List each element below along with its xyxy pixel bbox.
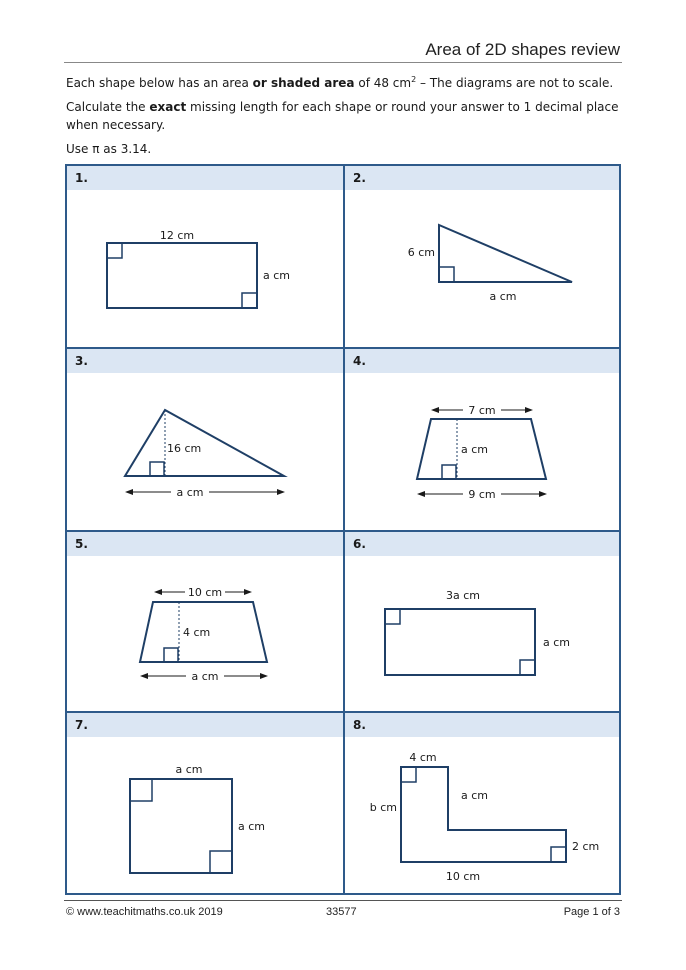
- height-label: 6 cm: [407, 246, 435, 259]
- question-cell-8: [345, 713, 619, 893]
- top-length-label: 10 cm: [187, 586, 223, 599]
- rectangle-diagram: [345, 556, 619, 711]
- height-label: 4 cm: [183, 626, 211, 639]
- question-cell-7: [67, 713, 343, 893]
- question-header: [345, 713, 619, 737]
- footer-page-number: Page 1 of 3: [563, 906, 620, 918]
- top-length-label: 7 cm: [468, 404, 496, 417]
- left-length-label: b cm: [369, 801, 397, 814]
- question-cell-4: [345, 349, 619, 530]
- square-diagram: [67, 737, 343, 893]
- top-length-label: 4 cm: [409, 751, 437, 764]
- question-number: 6.: [353, 537, 366, 551]
- bottom-length-label: 9 cm: [468, 488, 496, 501]
- question-header: [67, 713, 343, 737]
- question-header: [67, 532, 343, 556]
- length-label: 3a cm: [446, 589, 480, 602]
- height-label: 16 cm: [167, 442, 202, 455]
- trapezium-diagram: [345, 373, 619, 530]
- question-header: [345, 532, 619, 556]
- side-label-top: a cm: [175, 763, 203, 776]
- question-header: [345, 166, 619, 190]
- footer-copyright: © www.teachitmaths.co.uk 2019: [66, 906, 223, 918]
- right-length-label: 2 cm: [572, 840, 600, 853]
- question-cell-6: [345, 532, 619, 711]
- width-label: a cm: [263, 269, 291, 282]
- question-cell-5: [67, 532, 343, 711]
- questions-grid: [65, 164, 621, 895]
- footer-divider: [64, 900, 622, 901]
- height-label: a cm: [461, 443, 489, 456]
- question-number: 5.: [75, 537, 88, 551]
- question-number: 8.: [353, 718, 366, 732]
- triangle-diagram: [67, 373, 343, 530]
- header-divider: [64, 62, 622, 63]
- bottom-length-label: a cm: [191, 670, 219, 683]
- question-number: 4.: [353, 354, 366, 368]
- bottom-length-label: 10 cm: [445, 870, 481, 883]
- question-number: 1.: [75, 171, 88, 185]
- question-cell-2: [345, 166, 619, 347]
- page-title: Area of 2D shapes review: [425, 40, 620, 59]
- base-label: a cm: [176, 486, 204, 499]
- question-header: [67, 349, 343, 373]
- footer-resource-id: 33577: [326, 906, 357, 918]
- rectangle-diagram: [67, 190, 343, 347]
- question-header: [345, 349, 619, 373]
- question-header: [67, 166, 343, 190]
- question-cell-3: [67, 349, 343, 530]
- base-label: a cm: [489, 290, 517, 303]
- length-label: 12 cm: [159, 229, 195, 242]
- intro-line-3: Use π as 3.14.: [66, 142, 152, 156]
- question-number: 2.: [353, 171, 366, 185]
- question-cell-1: [67, 166, 343, 347]
- intro-line-1: Each shape below has an area or shaded area of 48 $cm^2$ – The diagrams are not to scale.: [66, 75, 614, 90]
- side-label-right: a cm: [238, 820, 266, 833]
- trapezium-diagram: [67, 556, 343, 711]
- l-shape-diagram: [345, 737, 619, 893]
- question-number: 7.: [75, 718, 88, 732]
- right-triangle-diagram: [345, 190, 619, 347]
- question-number: 3.: [75, 354, 88, 368]
- intro-line-2: Calculate the exact missing length for each shape or round your answer to 1 decimal place when necessary.: [66, 100, 619, 132]
- width-label: a cm: [543, 636, 571, 649]
- inner-length-label: a cm: [461, 789, 489, 802]
